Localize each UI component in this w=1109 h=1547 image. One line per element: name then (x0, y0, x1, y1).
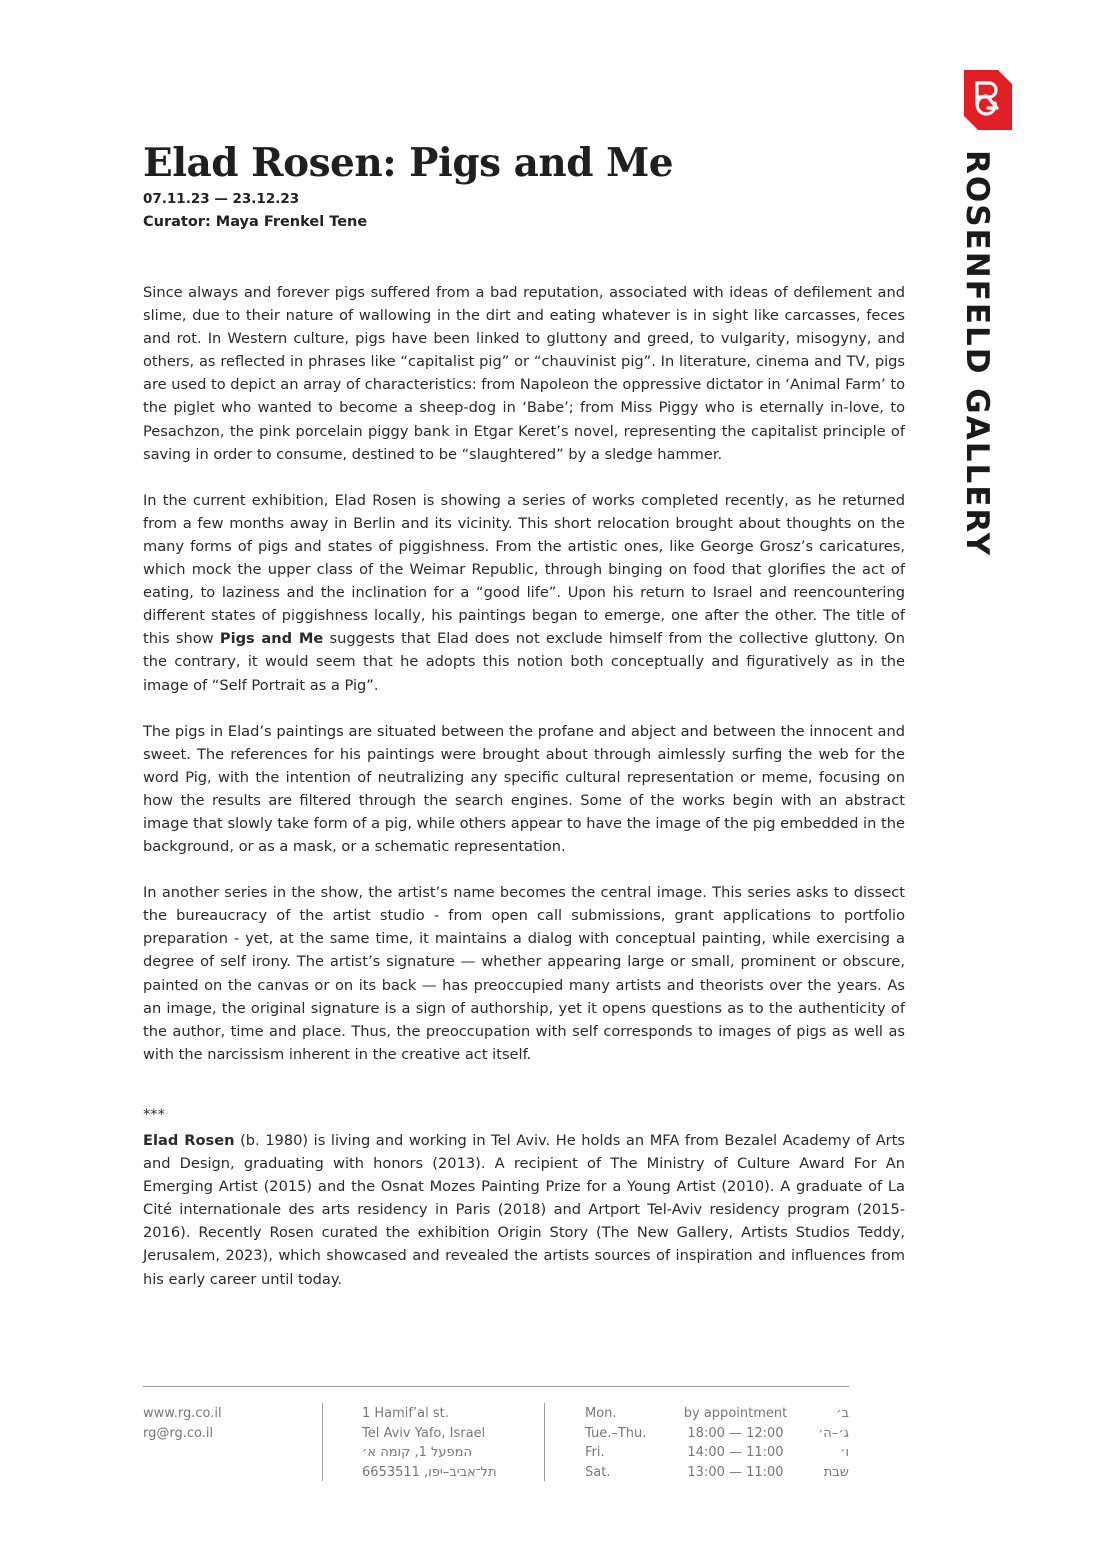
paragraph-4: In another series in the show, the artist’s name becomes the central image. This series asks to dissect the bureaucracy of the artist studio - from open call submissions, grant applications to portfolio preparation - yet, at the same time, it maintains a dialog with conceptual painting, while exercising a degree of self irony. The artist’s signature — whether appearing large or small, prominent or obscure, painted on the canvas or on its back — has preoccupied many artists and theorists over the years. As an image, the original signature is a sign of authorship, yet it opens questions as to the authenticity of the author, time and place. Thus, the preoccupation with self corresponds to images of pigs as well as with the narcissism inherent in the creative act itself. (143, 884, 905, 1063)
hours-row (585, 1424, 849, 1444)
gallery-name-vertical: ROSENFELD GALLERY (959, 150, 995, 558)
hours-day-he: ו׳ (840, 1445, 849, 1460)
address-street-en: 1 Hamif’al st. (362, 1406, 449, 1421)
section-separator: *** (143, 1105, 165, 1123)
hours-time: by appointment (683, 1406, 788, 1421)
hours-day-he: ב׳ (836, 1406, 849, 1421)
footer-contact (143, 1404, 222, 1443)
hours-day: Tue.–Thu. (585, 1425, 647, 1441)
rg-monogram-icon (964, 70, 1012, 130)
opening-hours (585, 1404, 849, 1482)
hours-row (585, 1463, 849, 1483)
paragraph-1: Since always and forever pigs suffered from a bad reputation, associated with ideas of defilement and slime, due to their nature of wallowing in the dirt and eating whatever is in sight like carcasses, feces and rot. In Western culture, pigs have been linked to gluttony and greed, to vulgarity, misogyny, and others, as reflected in phrases like “capitalist pig” or “chauvinist pig”. In literature, cinema and TV, pigs are used to depict an array of characteristics: from Napoleon the oppressive dictator in ‘Animal Farm’ to the piglet who wanted to become a sheep-dog in ‘Babe’; from Miss Piggy who is eternally in-love, to Pesachzon, the pink porcelain piggy bank in Etgar Keret’s novel, representing the capitalist principle of saving in order to consume, destined to be “slaughtered” by a sledge hammer. (143, 284, 905, 463)
footer-separator-1 (322, 1403, 323, 1481)
hours-day: Sat. (585, 1464, 611, 1480)
hours-time: 14:00 — 11:00 (687, 1445, 784, 1460)
footer-address (362, 1404, 497, 1482)
address-city-en: Tel Aviv Yafo, Israel (362, 1425, 486, 1441)
hours-time: 18:00 — 12:00 (687, 1425, 784, 1441)
address-street-he: המפעל 1, קומה א׳ (362, 1445, 472, 1460)
curator-line: Curator: Maya Frenkel Tene (143, 214, 368, 230)
hours-day-he: ג׳–ה׳ (817, 1425, 849, 1441)
hours-row (585, 1404, 849, 1424)
footer-separator-2 (544, 1403, 545, 1481)
exhibition-dates: 07.11.23 — 23.12.23 (143, 191, 300, 207)
hours-day: Mon. (585, 1406, 617, 1421)
artist-bio (143, 1129, 905, 1291)
gallery-logo (964, 70, 1028, 130)
show-title-bold: Pigs and Me (219, 630, 324, 648)
hours-time: 13:00 — 11:00 (687, 1464, 784, 1480)
bio-text: (b. 1980) is living and working in Tel Aviv. He holds an MFA from Bezalel Academy of Arts and Design, graduating with honors (2013). A recipient of The Ministry of Culture Award For An Emerging Artist (2015) and the Osnat Mozes Painting Prize for a Young Artist (2010). A graduate of La Cité internationale des arts residency in Paris (2018) and Artport Tel-Aviv residency program (2015-2016). Recently Rosen curated the exhibition Origin Story (The New Gallery, Artists Studios Teddy, Jerusalem, 2023), which showcased and revealed the artists sources of inspiration and influences from his early career until today. (143, 1132, 905, 1288)
website-link[interactable]: www.rg.co.il (143, 1406, 222, 1421)
page-title: Elad Rosen: Pigs and Me (143, 140, 674, 186)
hours-day-he: שבת (823, 1464, 849, 1480)
hours-row (585, 1443, 849, 1463)
address-city-he: תל־אביב–יפו, 6653511 (362, 1464, 497, 1480)
paragraph-2-part-2: suggests that Elad does not exclude himself from the collective gluttony. On the contrary, it would seem that he adopts this notion both conceptually and figuratively as in the image of “Self Portrait as a Pig”. (143, 630, 905, 694)
email-link[interactable]: rg@rg.co.il (143, 1425, 214, 1441)
paragraph-3: The pigs in Elad’s paintings are situated between the profane and abject and between the innocent and sweet. The references for his paintings were brought about through aimlessly surfing the web for the word Pig, with the intention of neutralizing any specific cultural representation or meme, focusing on how the results are filtered through the search engines. Some of the works begin with an abstract image that slowly take form of a pig, while others appear to have the image of the pig embedded in the background, or as a mask, or a schematic representation. (143, 722, 905, 856)
hours-day: Fri. (585, 1445, 605, 1460)
footer-divider (143, 1386, 849, 1387)
bio-artist-name: Elad Rosen (143, 1132, 235, 1149)
paragraph-2-part-1: In the current exhibition, Elad Rosen is showing a series of works completed recently, as he returned from a few months away in Berlin and its vicinity. This short relocation brought about thoughts on the many forms of pigs and states of piggishness. From the artistic ones, like George Grosz’s caricatures, which mock the upper class of the Weimar Republic, through binging on food that glorifies the act of eating, to laziness and the inclination for a “good life”. Upon his return to Israel and reencountering different states of piggishness locally, his paintings began to emerge, one after the other. The title of this show (143, 491, 905, 648)
paragraph-2 (143, 489, 905, 697)
body-text (143, 281, 905, 1314)
